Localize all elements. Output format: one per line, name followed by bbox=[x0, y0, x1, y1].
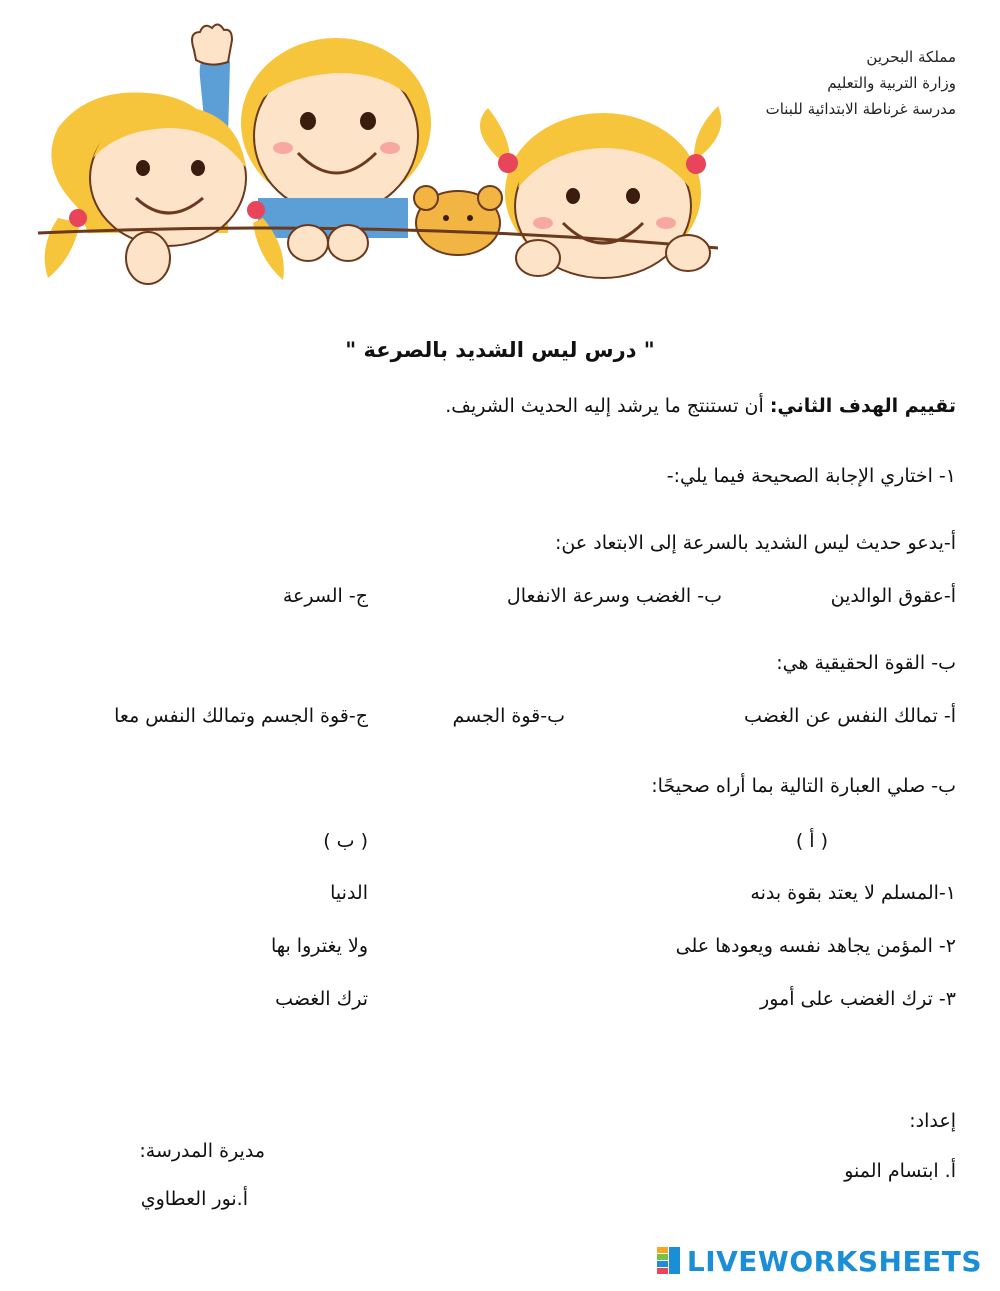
col-b-header: ( ب ) bbox=[323, 830, 368, 852]
q1a-option-1[interactable]: أ-عقوق الوالدين bbox=[830, 585, 956, 607]
q1a-stem: أ-يدعو حديث ليس الشديد بالسرعة إلى الابتعاد عن: bbox=[555, 532, 956, 554]
objective-label: تقييم الهدف الثاني: bbox=[769, 395, 956, 417]
match-left-2[interactable]: ٢- المؤمن يجاهد نفسه ويعودها على bbox=[675, 935, 956, 957]
q1a-option-3[interactable]: ج- السرعة bbox=[282, 585, 368, 607]
match-right-1[interactable]: الدنيا bbox=[330, 882, 368, 904]
q1b-option-3[interactable]: ج-قوة الجسم وتمالك النفس معا bbox=[114, 705, 368, 727]
match-left-1[interactable]: ١-المسلم لا يعتد بقوة بدنه bbox=[750, 882, 956, 904]
liveworksheets-logo-icon bbox=[657, 1247, 681, 1275]
q1-instruction: ١- اختاري الإجابة الصحيحة فيما يلي:- bbox=[666, 465, 956, 487]
kids-illustration bbox=[18, 18, 738, 293]
liveworksheets-logo[interactable] bbox=[657, 1243, 982, 1279]
header-ministry: وزارة التربية والتعليم bbox=[827, 74, 956, 92]
lesson-title: " درس ليس الشديد بالصرعة " bbox=[345, 338, 655, 362]
prepared-label: إعداد: bbox=[909, 1110, 956, 1132]
school-header bbox=[766, 44, 956, 122]
header-country: مملكة البحرين bbox=[866, 48, 956, 66]
q2-instruction: ب- صلي العبارة التالية بما أراه صحيحًا: bbox=[651, 775, 956, 797]
match-right-2[interactable]: ولا يغتروا بها bbox=[270, 935, 368, 957]
col-a-header: ( أ ) bbox=[795, 830, 828, 852]
logo-text: LIVEWORKSHEETS bbox=[686, 1244, 982, 1278]
match-right-3[interactable]: ترك الغضب bbox=[275, 988, 368, 1010]
q1b-stem: ب- القوة الحقيقية هي: bbox=[776, 652, 956, 674]
q1b-option-1[interactable]: أ- تمالك النفس عن الغضب bbox=[744, 705, 956, 727]
header-school: مدرسة غرناطة الابتدائية للبنات bbox=[765, 100, 956, 118]
prepared-name: أ. ابتسام المنو bbox=[844, 1160, 956, 1182]
principal-name: أ.نور العطاوي bbox=[140, 1188, 248, 1210]
q1a-option-2[interactable]: ب- الغضب وسرعة الانفعال bbox=[506, 585, 722, 607]
objective-text: أن تستنتج ما يرشد إليه الحديث الشريف. bbox=[445, 395, 770, 417]
principal-label: مديرة المدرسة: bbox=[139, 1140, 265, 1162]
objective bbox=[445, 395, 956, 417]
q1b-option-2[interactable]: ب-قوة الجسم bbox=[452, 705, 565, 727]
match-left-3[interactable]: ٣- ترك الغضب على أمور bbox=[760, 988, 956, 1010]
